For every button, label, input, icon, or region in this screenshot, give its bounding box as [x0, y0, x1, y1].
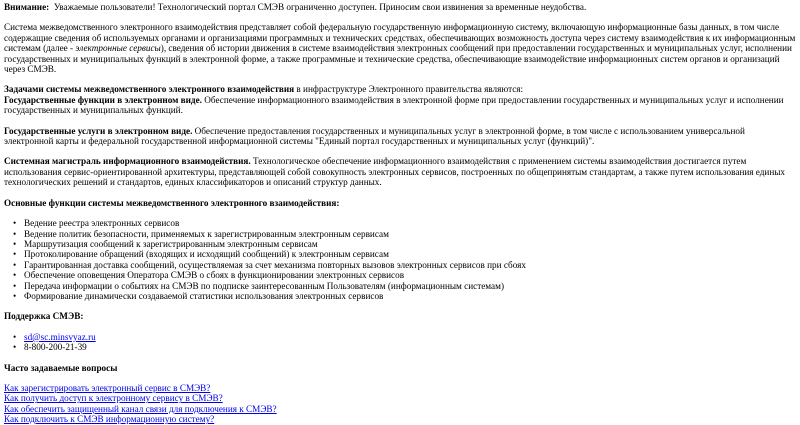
intro-text-1: Система межведомственного электронного взаимодействия представляет собой федеральную государственную информационную систему, включающую информационные базы данных, в том числе содержащие сведения об используемых органами и организациями программных и технических средствах, обеспечивающих возможность доступа через систему взаимодействия к их информационным системам (далее -	[4, 22, 796, 54]
support-phone: • 8-800-200-21-39	[24, 342, 796, 352]
notice	[4, 2, 796, 12]
task-text: Технологическое обеспечение информационного взаимодействия с применением системы взаимодействия достигается путем использования сервис-ориентированной архитектуры, представляющей собой совокупность электронных сервисов, построенных по общепринятым стандартам, а также путем использования единых технологических решений и стандартов, единых классификаторов и описаний структур данных.	[4, 156, 786, 188]
task-item	[4, 95, 796, 116]
intro-paragraph	[4, 22, 796, 74]
list-item: • Ведение реестра электронных сервисов	[24, 218, 796, 228]
notice-text: Уважаемые пользователи! Технологический портал СМЭВ ограниченно доступен. Приносим свои извинения за временные неудобства.	[53, 2, 587, 12]
task-title: Системная магистраль информационного взаимодействия.	[4, 156, 251, 167]
support-email-link[interactable]: sd@sc.minsvyaz.ru	[24, 331, 96, 342]
intro-italic: электронные сервисы	[75, 43, 161, 54]
functions-heading: Основные функции системы межведомственного электронного взаимодействия:	[4, 197, 340, 208]
task-text: Обеспечение информационного взаимодействия в электронной форме при предоставлении государственных и муниципальных услуг и исполнении государственных и муниципальных функций.	[4, 94, 784, 116]
intro-text-2: ), сведения об истории движения в системе взаимодействия электронных сообщений при предоставлении государственных и муниципальных услуг, исполнении государственных и муниципальных функций в электронной форме, а также программные и технические средства, обеспечивающие взаимодействие информационных систем органов и организаций через СМЭВ.	[4, 43, 792, 75]
faq-link[interactable]: Как подключить к СМЭВ информационную систему?	[4, 414, 215, 425]
task-item	[4, 156, 796, 187]
notice-label: Внимание:	[4, 2, 50, 12]
support-list	[4, 332, 796, 353]
faq-links	[4, 383, 796, 425]
faq-link[interactable]: Как обеспечить защищенный канал связи для подключения к СМЭВ?	[4, 403, 277, 414]
list-item: • Обеспечение оповещения Оператора СМЭВ о сбоях в функционировании электронных сервисов	[24, 270, 796, 280]
list-item: • Передача информации о событиях на СМЭВ по подписке заинтересованным Пользователям (информационным системам)	[24, 281, 796, 291]
support-email-item	[24, 332, 796, 342]
tasks-heading-rest: в инфраструктуре Электронного правительства являются:	[294, 84, 524, 95]
functions-list	[4, 218, 796, 301]
faq-link[interactable]: Как получить доступ к электронному сервису в СМЭВ?	[4, 393, 223, 404]
faq-link[interactable]: Как зарегистрировать электронный сервис в СМЭВ?	[4, 382, 211, 393]
tasks-section	[4, 84, 796, 187]
task-title: Государственные услуги в электронном виде.	[4, 125, 193, 136]
tasks-heading-bold: Задачами системы межведомственного электронного взаимодействия	[4, 84, 295, 95]
faq-heading: Часто задаваемые вопросы	[4, 362, 118, 373]
list-item: • Формирование динамически создаваемой статистики использования электронных сервисов	[24, 291, 796, 301]
task-item	[4, 126, 796, 147]
task-text: Обеспечение предоставления государственных и муниципальных услуг в электронной форме, в том числе с использованием универсальной электронной карты и федеральной государственной информационной системы "Единый портал государственных и муниципальных услуг (функций)".	[4, 125, 745, 147]
tasks-heading	[4, 84, 796, 94]
list-item: • Маршрутизация сообщений к зарегистрированным электронным сервисам	[24, 239, 796, 249]
support-heading: Поддержка СМЭВ:	[4, 311, 84, 322]
task-title: Государственные функции в электронном виде.	[4, 94, 202, 105]
list-item: • Ведение политик безопасности, применяемых к зарегистрированным электронным сервисам	[24, 229, 796, 239]
list-item: • Протоколирование обращений (входящих и исходящий сообщений) к электронным сервисам	[24, 249, 796, 259]
list-item: • Гарантированная доставка сообщений, осуществляемая за счет механизма повторных вызовов электронных сервисов при сбоях	[24, 260, 796, 270]
